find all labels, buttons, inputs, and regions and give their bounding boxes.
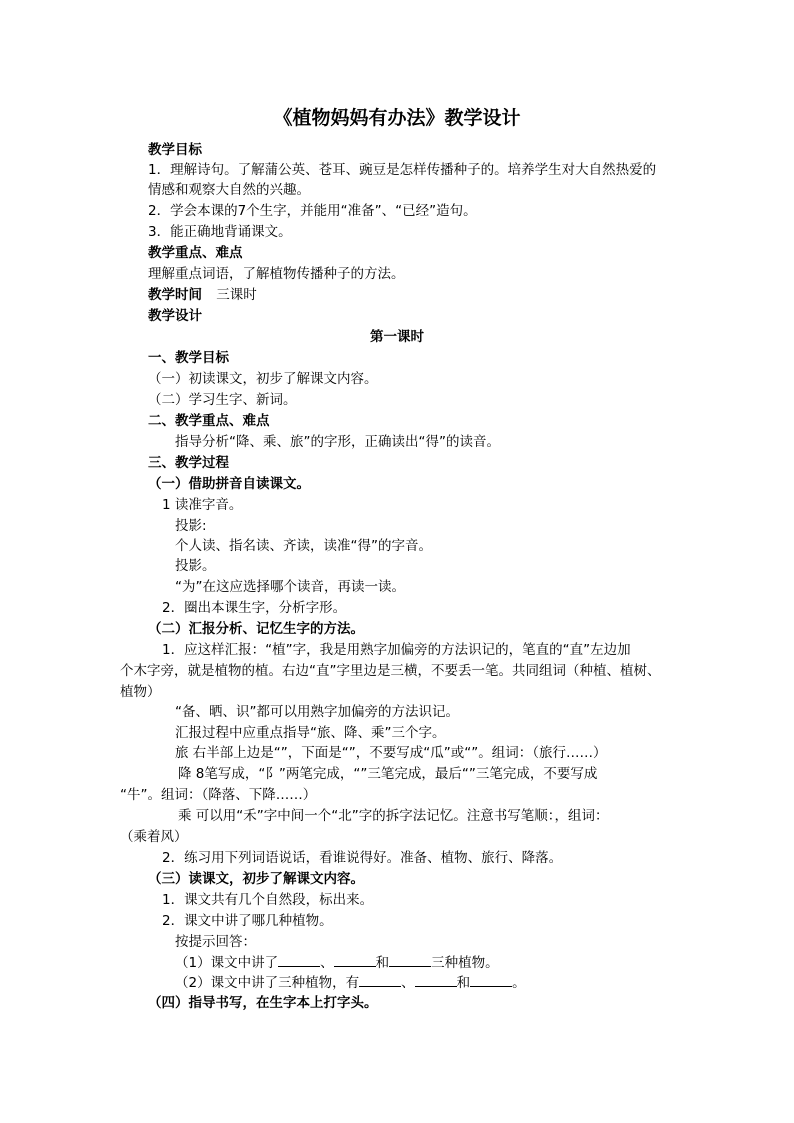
answer-2-suffix: 。 — [512, 975, 526, 991]
part-2-line-e: 汇报过程中应重点指导“旅、降、乘”三个字。 — [175, 725, 446, 741]
goal-1-line-2: 情感和观察大自然的兴趣。 — [148, 182, 310, 198]
char-jiang-note-1: 降 8笔写成，“阝”两笔完成，“”三笔完成，最后“”三笔完成，不要写成 — [178, 766, 598, 782]
char-cheng-note-2: （乘着风） — [120, 829, 188, 845]
time-label: 教学时间 — [148, 287, 202, 303]
goals-heading: 教学目标 — [148, 142, 202, 158]
answer-2-prefix: （2）课文中讲了三种植物，有 — [175, 975, 360, 991]
part-2-heading: （二）汇报分析、记忆生字的方法。 — [148, 621, 364, 637]
key-text: 理解重点词语，了解植物传播种子的方法。 — [148, 266, 405, 282]
answer-1-and: 和 — [375, 955, 390, 971]
part-1-reading: 个人读、指名读、齐读，读准“得”的字音。 — [175, 538, 432, 554]
answer-2-separator: 、 — [401, 975, 415, 991]
section-1-item-2: （二）学习生字、新词。 — [148, 392, 297, 408]
goal-2: 2．学会本课的7个生字，并能用“准备”、“已经”造句。 — [148, 203, 477, 219]
answer-1-blank-3[interactable] — [389, 952, 431, 967]
answer-1-suffix: 三种植物。 — [431, 955, 499, 971]
part-2-line-c: 植物） — [120, 684, 161, 700]
part-3-answer-2 — [175, 972, 526, 993]
part-1-projection-2: 投影。 — [175, 558, 216, 574]
part-2-line-d: “备、晒、识”都可以用熟字加偏旁的方法识记。 — [175, 704, 459, 720]
section-1-item-1: （一）初读课文，初步了解课文内容。 — [148, 371, 378, 387]
char-cheng-note-1: 乘 可以用“禾”字中间一个“北”字的拆字法记忆。注意书写笔顺：，组词： — [178, 808, 609, 824]
answer-1-blank-2[interactable] — [334, 952, 376, 967]
part-2-line-b: 个木字旁，就是植物的植。右边“直”字里边是三横，不要丢一笔。共同组词（种植、植树、 — [120, 663, 661, 679]
answer-2-blank-1[interactable] — [359, 972, 401, 987]
section-3-heading: 三、教学过程 — [148, 455, 229, 471]
part-3-answer-1 — [175, 952, 499, 973]
time-row — [148, 285, 257, 305]
answer-1-prefix: （1）课文中讲了 — [175, 955, 279, 971]
lesson-heading: 第一课时 — [370, 329, 424, 345]
part-1-projection-1: 投影: — [175, 518, 207, 534]
answer-1-separator: 、 — [320, 955, 334, 971]
part-1-wei-note: “为”在这应选择哪个读音，再读一读。 — [175, 579, 405, 595]
char-lv-note: 旅 右半部上边是“”，下面是“”，不要写成“瓜”或“”。组词：（旅行……） — [175, 745, 607, 761]
part-4-heading: （四）指导书写，在生字本上打字头。 — [148, 995, 378, 1011]
answer-2-blank-3[interactable] — [470, 972, 512, 987]
part-3-heading: （三）读课文，初步了解课文内容。 — [148, 871, 364, 887]
goal-1-line-1: 1．理解诗句。了解蒲公英、苍耳、豌豆是怎样传播种子的。培养学生对大自然热爱的 — [148, 162, 657, 178]
char-jiang-note-2: “牛”。组词：（降落、下降……） — [120, 787, 317, 803]
part-2-line-a: 1．应这样汇报：“植”字，我是用熟字加偏旁的方法识记的，笔直的“直”左边加 — [162, 642, 631, 658]
time-value: 三课时 — [216, 287, 257, 303]
answer-2-blank-2[interactable] — [415, 972, 457, 987]
part-1-step-1: 1 读准字音。 — [162, 497, 243, 513]
part-3-question-2: 2．课文中讲了哪几种植物。 — [162, 913, 333, 929]
part-3-question-1: 1．课文共有几个自然段，标出来。 — [162, 892, 374, 908]
part-3-hint: 按提示回答： — [175, 934, 256, 950]
part-1-heading: （一）借助拼音自读课文。 — [148, 476, 310, 492]
part-2-practice: 2．练习用下列词语说话，看谁说得好。准备、植物、旅行、降落。 — [162, 850, 563, 866]
page-title: 《植物妈妈有办法》教学设计 — [273, 107, 521, 129]
part-1-step-2: 2．圈出本课生字，分析字形。 — [162, 600, 347, 616]
goal-3: 3．能正确地背诵课文。 — [148, 224, 292, 240]
key-heading: 教学重点、难点 — [148, 245, 243, 261]
design-heading: 教学设计 — [148, 308, 202, 324]
section-1-heading: 一、教学目标 — [148, 350, 229, 366]
section-2-text: 指导分析“降、乘、旅”的字形，正确读出“得”的读音。 — [175, 434, 500, 450]
section-2-heading: 二、教学重点、难点 — [148, 413, 270, 429]
answer-2-and: 和 — [456, 975, 471, 991]
answer-1-blank-1[interactable] — [278, 952, 320, 967]
